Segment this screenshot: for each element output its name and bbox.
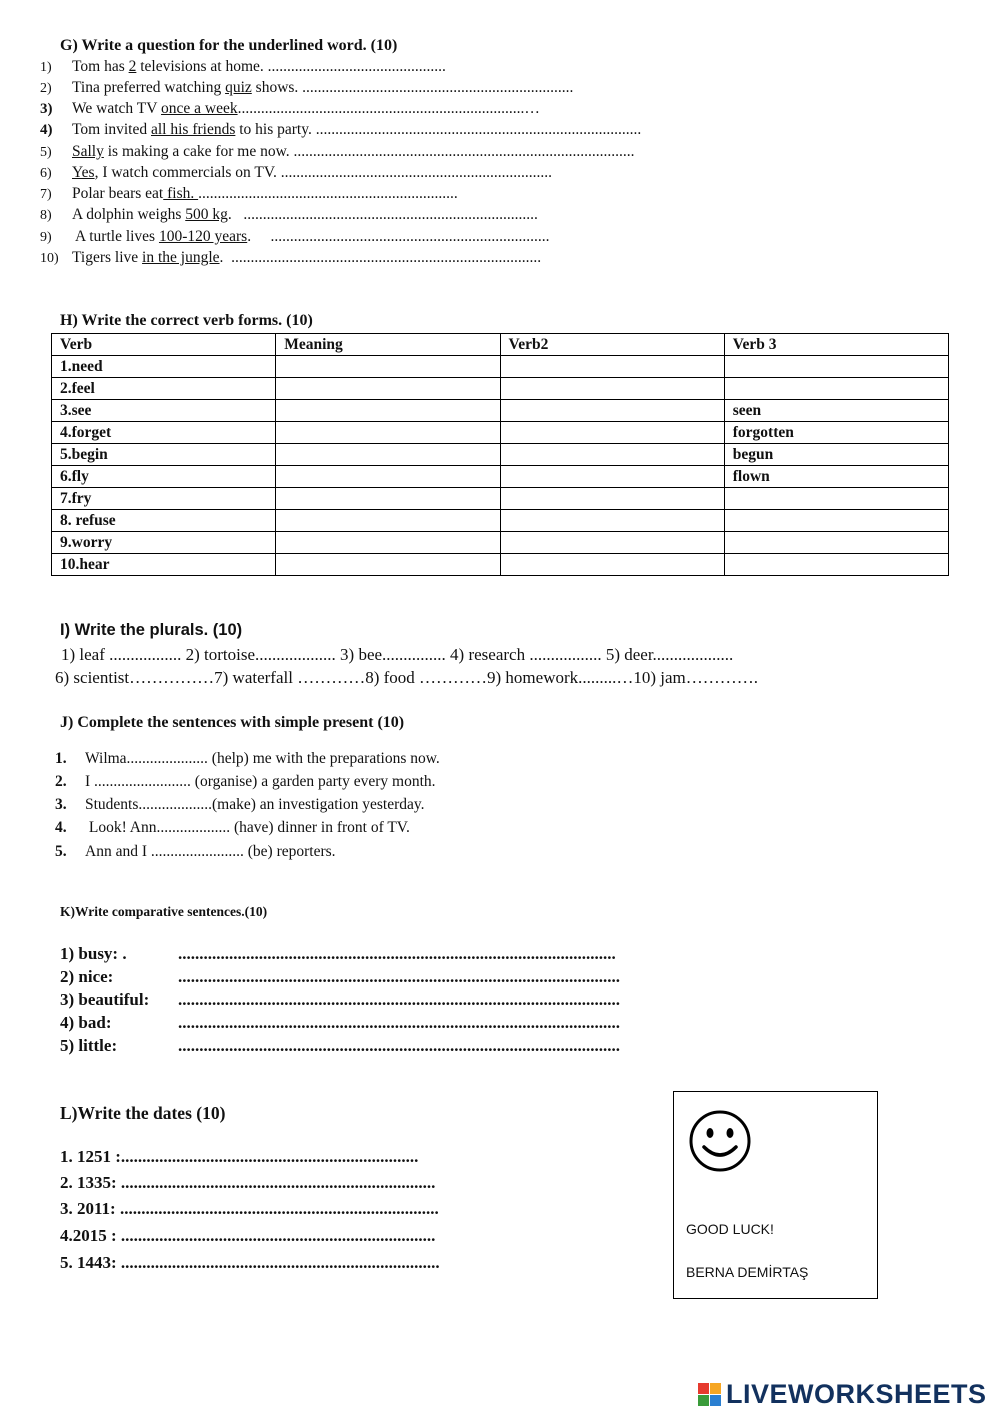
item-number: 5. — [55, 843, 67, 860]
sentence-item — [55, 773, 436, 791]
date-item[interactable]: 5. 1443: ........................................................................... — [60, 1253, 440, 1272]
plurals-line-1: 1) leaf ................. 2) tortoise................... 3) bee............... 4) research ................. 5) deer................... — [61, 645, 734, 664]
underlined-word: Sally — [72, 143, 104, 160]
table-row — [52, 532, 949, 554]
adjective-label: 1) busy: . — [60, 944, 127, 963]
author-name: BERNA DEMİRTAŞ — [686, 1264, 809, 1280]
answer-cell[interactable] — [724, 510, 948, 532]
underlined-word: Yes — [72, 164, 95, 181]
question-item — [40, 164, 552, 182]
answer-cell[interactable] — [500, 510, 724, 532]
verb-cell: 7.fry — [52, 488, 276, 510]
answer-dots[interactable]: ..........................................................................… — [237, 100, 540, 117]
answer-dots[interactable]: ........................................................................................................ — [178, 967, 620, 986]
underlined-word: fish. — [163, 185, 199, 202]
item-number: 4) — [40, 122, 53, 138]
item-text: Tom invited — [72, 121, 151, 138]
answer-cell[interactable] — [276, 356, 500, 378]
answer-dots[interactable]: . ........................................................................ — [247, 228, 550, 245]
section-i-heading: I) Write the plurals. (10) — [60, 621, 243, 639]
sentence-text[interactable]: Ann and I ........................ (be) reporters. — [85, 843, 336, 860]
answer-dots[interactable]: , I watch commercials on TV. ...................................................................... — [94, 164, 553, 181]
item-number: 4. — [55, 819, 67, 836]
table-row — [52, 400, 949, 422]
answer-cell[interactable] — [276, 532, 500, 554]
table-row — [52, 554, 949, 576]
item-text: Tina preferred watching — [72, 79, 226, 96]
item-number: 2. — [55, 773, 67, 790]
answer-cell[interactable] — [724, 488, 948, 510]
answer-cell[interactable]: flown — [724, 466, 948, 488]
answer-cell[interactable] — [276, 444, 500, 466]
answer-cell[interactable] — [500, 422, 724, 444]
answer-dots[interactable]: . ................................................................................ — [219, 249, 542, 266]
date-item[interactable]: 1. 1251 :...................................................................... — [60, 1147, 419, 1166]
answer-dots[interactable]: shows. ...................................................................... — [251, 79, 574, 96]
column-header: Meaning — [276, 334, 500, 356]
adjective-label: 4) bad: — [60, 1013, 112, 1032]
column-header: Verb2 — [500, 334, 724, 356]
section-l-heading: L)Write the dates (10) — [60, 1103, 226, 1123]
answer-cell[interactable] — [724, 378, 948, 400]
sentence-text[interactable]: Wilma..................... (help) me with the preparations now. — [85, 750, 440, 767]
comparative-item — [60, 1036, 620, 1056]
good-luck-text: GOOD LUCK! — [686, 1221, 774, 1237]
table-row — [52, 444, 949, 466]
answer-cell[interactable] — [500, 532, 724, 554]
good-luck-box — [673, 1091, 878, 1299]
item-number: 3) — [40, 101, 53, 117]
underlined-word: once a week — [161, 100, 238, 117]
question-item — [40, 185, 458, 203]
adjective-label: 2) nice: — [60, 967, 114, 986]
answer-cell[interactable] — [500, 400, 724, 422]
question-item — [40, 228, 549, 246]
table-row — [52, 510, 949, 532]
sentence-item — [55, 750, 440, 768]
verb-forms-table — [51, 333, 949, 576]
verb-cell: 5.begin — [52, 444, 276, 466]
answer-cell[interactable]: begun — [724, 444, 948, 466]
question-item — [40, 143, 635, 161]
sentence-item — [55, 843, 336, 861]
answer-cell[interactable]: forgotten — [724, 422, 948, 444]
answer-dots[interactable]: ....................................................................................................... — [178, 944, 616, 963]
table-row — [52, 488, 949, 510]
table-row — [52, 378, 949, 400]
adjective-label: 3) beautiful: — [60, 990, 150, 1009]
section-k-heading: K)Write comparative sentences.(10) — [60, 904, 268, 919]
logo-text: LIVEWORKSHEETS — [726, 1379, 987, 1409]
column-header: Verb — [52, 334, 276, 356]
answer-dots[interactable]: is making a cake for me now. ........................................................................................ — [103, 143, 635, 160]
question-item — [40, 121, 641, 139]
verb-cell: 9.worry — [52, 532, 276, 554]
answer-cell[interactable] — [500, 554, 724, 576]
comparative-item — [60, 990, 620, 1010]
adjective-label: 5) little: — [60, 1036, 118, 1055]
plurals-line-2: 6) scientist……………7) waterfall …………8) food …………9) homework.........…10) jam…………. — [55, 668, 759, 687]
answer-dots[interactable]: televisions at home. .............................................. — [136, 58, 446, 75]
answer-cell[interactable] — [500, 356, 724, 378]
item-number: 6) — [40, 166, 52, 181]
question-item — [40, 249, 541, 267]
answer-cell[interactable] — [276, 554, 500, 576]
answer-cell[interactable] — [276, 422, 500, 444]
logo-mark-icon — [698, 1383, 722, 1407]
underlined-word: 100-120 years — [158, 228, 248, 245]
comparative-item — [60, 967, 620, 987]
item-number: 7) — [40, 187, 52, 202]
item-number: 9) — [40, 230, 52, 245]
verb-cell: 8. refuse — [52, 510, 276, 532]
answer-dots[interactable]: ........................................................................................................ — [178, 990, 620, 1009]
underlined-word: 2 — [128, 58, 137, 75]
section-g-heading: G) Write a question for the underlined word. (10) — [60, 37, 398, 54]
underlined-word: in the jungle — [142, 249, 220, 266]
answer-cell[interactable] — [500, 444, 724, 466]
sentence-item — [55, 796, 425, 814]
answer-cell[interactable] — [276, 466, 500, 488]
item-number: 5) — [40, 145, 52, 160]
verb-cell: 6.fly — [52, 466, 276, 488]
question-item — [40, 206, 538, 224]
sentence-text[interactable]: Students...................(make) an investigation yesterday. — [85, 796, 425, 813]
comparative-item — [60, 944, 616, 964]
answer-dots[interactable]: ........................................................................................................ — [178, 1013, 620, 1032]
item-text: A turtle lives — [72, 228, 159, 245]
item-number: 10) — [40, 251, 59, 266]
underlined-word: 500 kg — [185, 206, 228, 223]
answer-cell[interactable] — [276, 510, 500, 532]
date-item[interactable]: 4.2015 : .......................................................................... — [60, 1226, 436, 1245]
item-number: 2) — [40, 81, 52, 96]
sentence-text[interactable]: I ......................... (organise) a garden party every month. — [85, 773, 436, 790]
question-item — [40, 79, 573, 97]
answer-dots[interactable]: ........................................................................................................ — [178, 1036, 620, 1055]
item-number: 3. — [55, 796, 67, 813]
answer-dots[interactable]: to his party. .................................................................................... — [235, 121, 642, 138]
answer-cell[interactable] — [276, 488, 500, 510]
table-row — [52, 466, 949, 488]
verb-cell: 3.see — [52, 400, 276, 422]
smiley-face-icon — [688, 1109, 752, 1173]
item-text: Tigers live — [72, 249, 143, 266]
item-number: 1) — [40, 60, 52, 75]
item-number: 1. — [55, 750, 67, 767]
sentence-item — [55, 819, 410, 837]
verb-cell: 2.feel — [52, 378, 276, 400]
answer-dots[interactable]: ................................................................... — [198, 185, 458, 202]
date-item[interactable]: 2. 1335: .......................................................................... — [60, 1173, 436, 1192]
item-number: 8) — [40, 208, 52, 223]
comparative-item — [60, 1013, 620, 1033]
verb-cell: 1.need — [52, 356, 276, 378]
verb-cell: 4.forget — [52, 422, 276, 444]
answer-cell[interactable] — [276, 378, 500, 400]
table-row — [52, 422, 949, 444]
answer-cell[interactable] — [724, 356, 948, 378]
column-header: Verb 3 — [724, 334, 948, 356]
answer-cell[interactable]: seen — [724, 400, 948, 422]
section-j-heading: J) Complete the sentences with simple present (10) — [60, 714, 405, 731]
underlined-word: all his friends — [151, 121, 236, 138]
item-text: We watch TV — [72, 100, 162, 117]
table-row — [52, 356, 949, 378]
answer-cell[interactable] — [724, 554, 948, 576]
answer-cell[interactable] — [500, 488, 724, 510]
answer-cell[interactable] — [724, 532, 948, 554]
item-text: Tom has — [72, 58, 129, 75]
date-item[interactable]: 3. 2011: ........................................................................... — [60, 1199, 439, 1218]
item-text: Polar bears eat — [72, 185, 164, 202]
question-item — [40, 100, 540, 118]
answer-cell[interactable] — [276, 400, 500, 422]
verb-cell: 10.hear — [52, 554, 276, 576]
answer-cell[interactable] — [500, 466, 724, 488]
answer-cell[interactable] — [500, 378, 724, 400]
question-item — [40, 58, 446, 76]
answer-dots[interactable]: . ............................................................................ — [227, 206, 538, 223]
item-text: A dolphin weighs — [72, 206, 186, 223]
sentence-text[interactable]: Look! Ann................... (have) dinner in front of TV. — [85, 819, 410, 836]
section-h-heading: H) Write the correct verb forms. (10) — [60, 312, 313, 329]
underlined-word: quiz — [225, 79, 252, 96]
table-header-row — [52, 334, 949, 356]
